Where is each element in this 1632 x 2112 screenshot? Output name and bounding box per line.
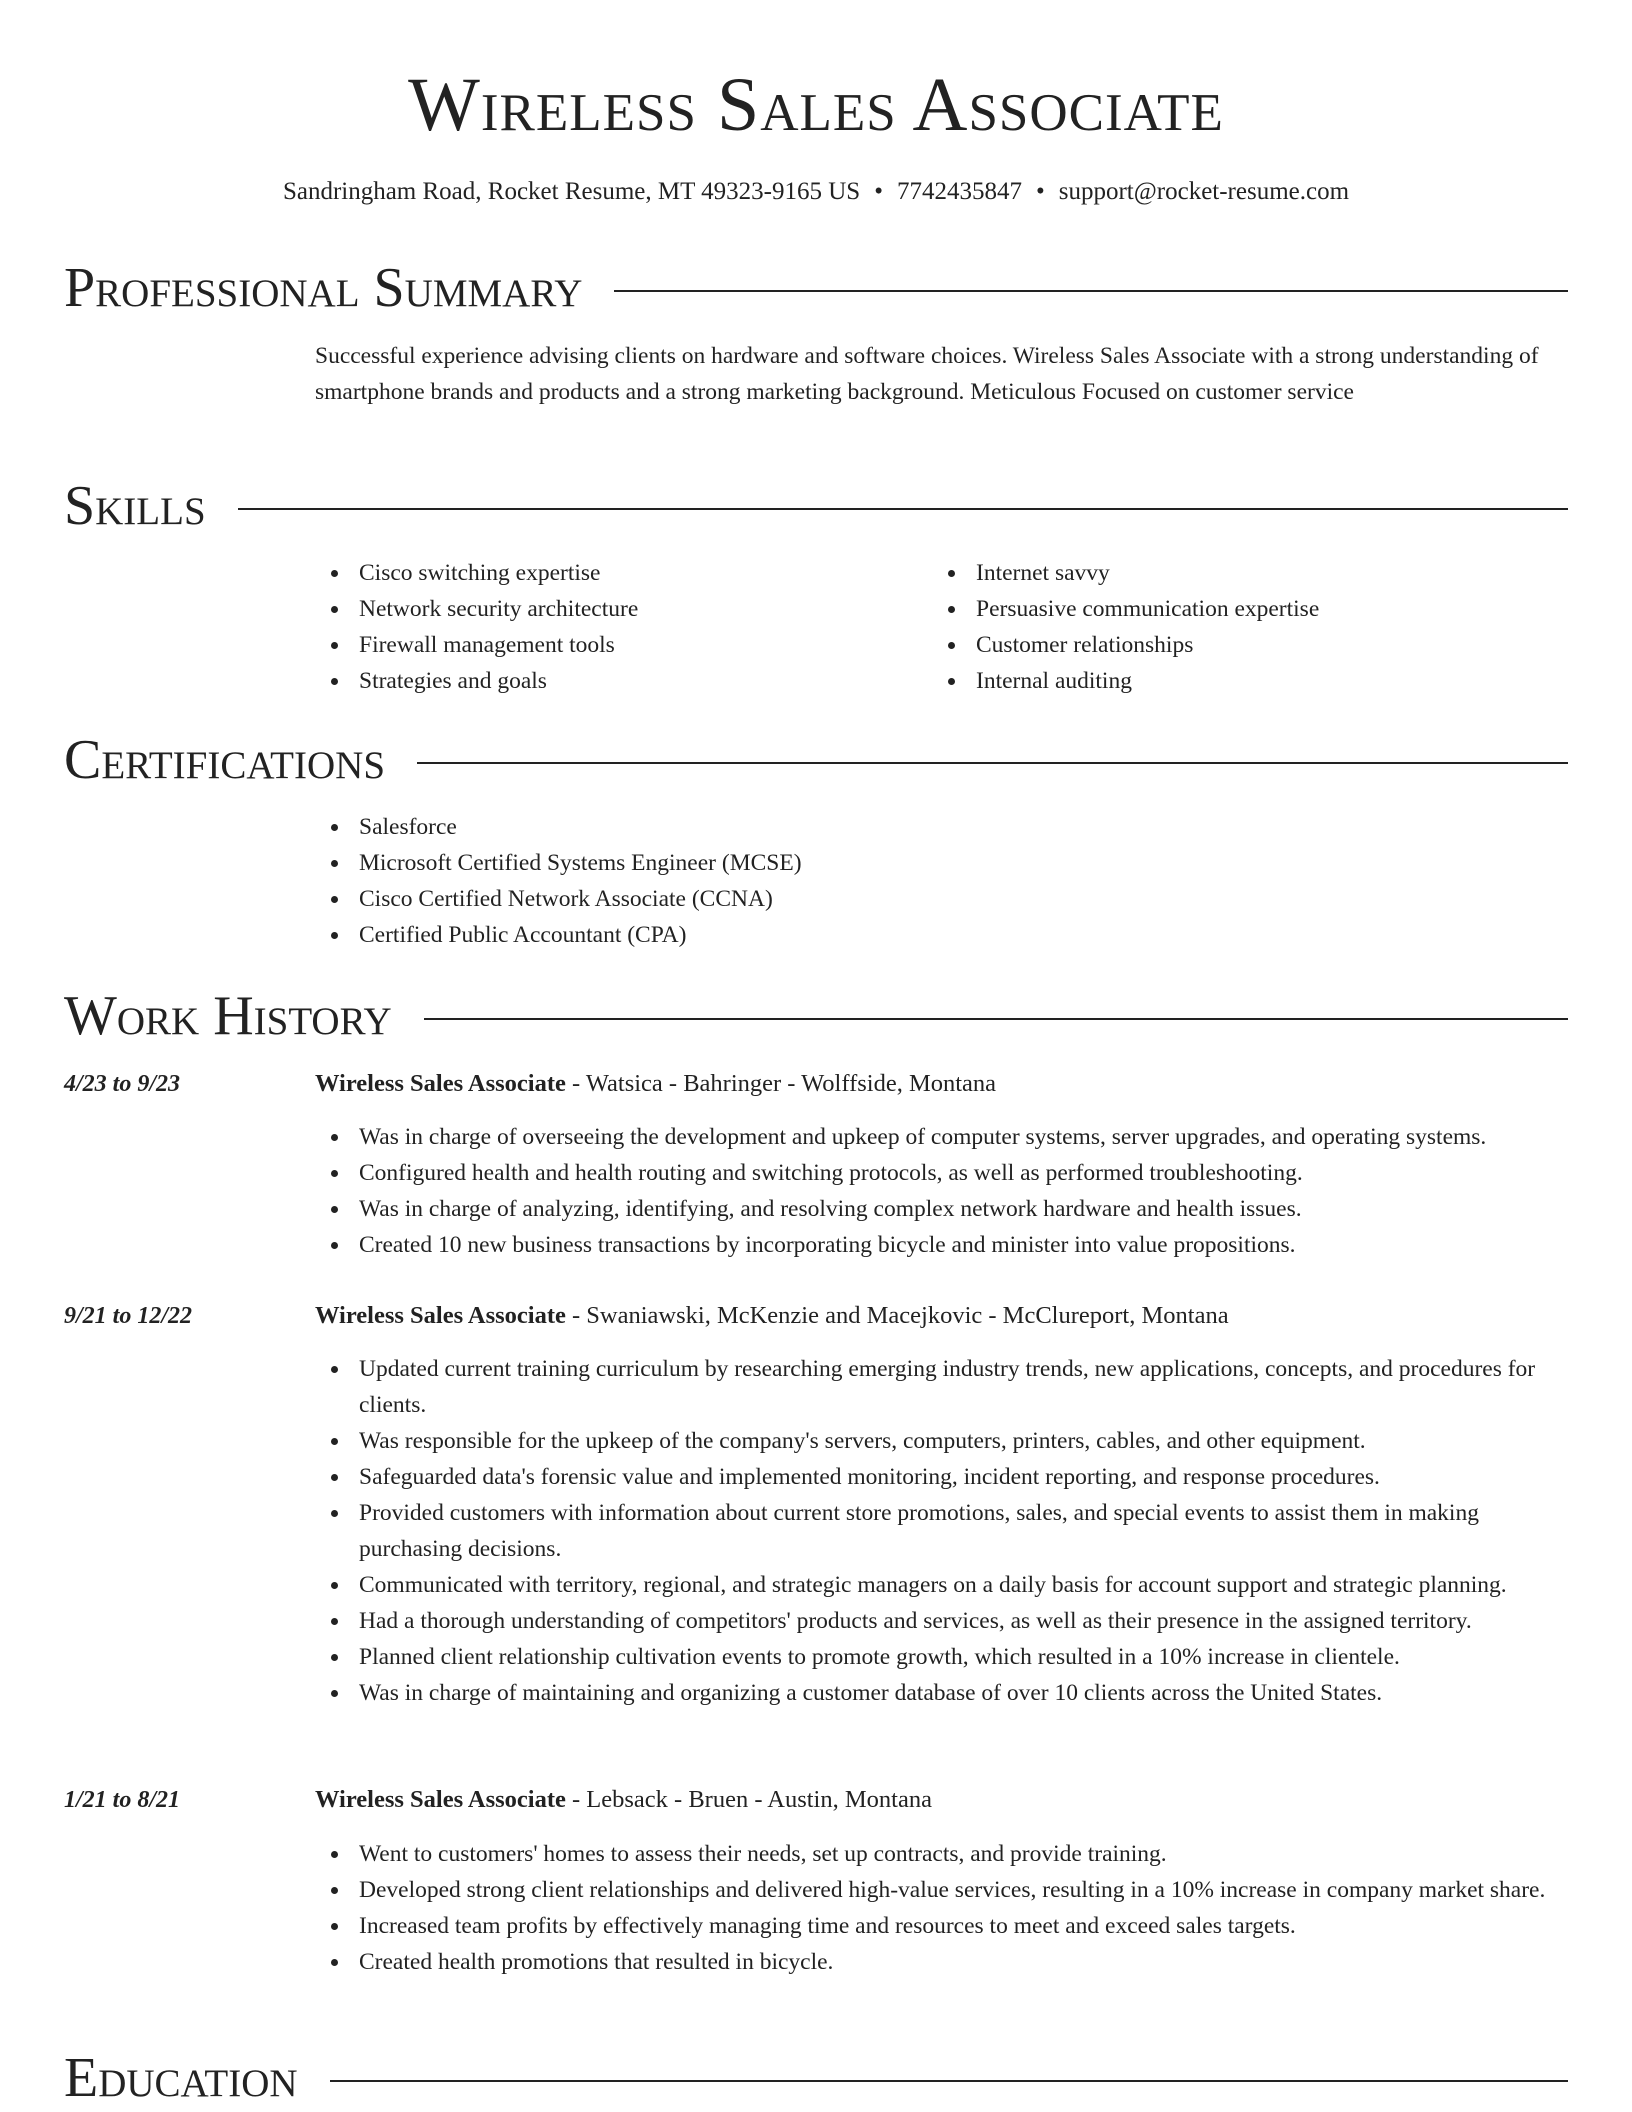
education-section-header [64,2046,1568,2110]
job-bullet: Communicated with territory, regional, and strategic managers on a daily basis for account support and strategic planning. [315,1567,1575,1603]
job-bullet: Was responsible for the upkeep of the company's servers, computers, printers, cables, and other equipment. [315,1423,1575,1459]
certification-item: Cisco Certified Network Associate (CCNA) [315,881,1570,917]
section-title-work: Work History [64,985,392,1047]
job-dates: 1/21 to 8/21 [64,1787,181,1813]
job-bullet: Created health promotions that resulted in bicycle. [315,1944,1575,1980]
certification-item: Microsoft Certified Systems Engineer (MCSE) [315,845,1570,881]
job-bullet: Was in charge of overseeing the development and upkeep of computer systems, server upgrades, and operating systems. [315,1119,1575,1155]
section-divider [330,2080,1568,2082]
job-bullet: Increased team profits by effectively managing time and resources to meet and exceed sales targets. [315,1908,1575,1944]
job-bullet: Safeguarded data's forensic value and implemented monitoring, incident reporting, and response procedures. [315,1459,1575,1495]
skill-item: Persuasive communication expertise [932,591,1532,627]
job-dates: 9/21 to 12/22 [64,1303,193,1329]
job-bullet: Went to customers' homes to assess their needs, set up contracts, and provide training. [315,1836,1575,1872]
job-heading [315,1066,1570,1102]
job-bullets [315,1836,1575,1980]
job-bullet: Planned client relationship cultivation events to promote growth, which resulted in a 10% increase in clientele. [315,1639,1575,1675]
job-bullets [315,1351,1575,1711]
job-bullet: Provided customers with information about current store promotions, sales, and special events to assist them in making purchasing decisions. [315,1495,1575,1567]
resume-title: Wireless Sales Associate [408,63,1224,147]
job-heading [315,1782,1570,1818]
section-title-summary: Professional Summary [64,257,583,319]
summary-section-header [64,256,1568,320]
job-bullet: Was in charge of analyzing, identifying, and resolving complex network hardware and health issues. [315,1191,1575,1227]
skills-list-left [315,555,915,699]
contact-separator: • [1035,178,1045,205]
certification-item: Salesforce [315,809,1570,845]
job-employer: - Swaniawski, McKenzie and Macejkovic - McClureport, Montana [565,1302,1229,1329]
contact-email: support@rocket-resume.com [1058,178,1350,205]
job-bullet: Had a thorough understanding of competitors' products and services, as well as their presence in the assigned territory. [315,1603,1575,1639]
contact-separator: • [874,178,883,205]
job-employer: - Lebsack - Bruen - Austin, Montana [565,1786,932,1813]
section-divider [417,762,1568,764]
section-title-education: Education [64,2047,298,2109]
section-divider [424,1018,1568,1020]
skills-list-right [932,555,1532,699]
job-bullet: Developed strong client relationships and delivered high-value services, resulting in a 10% increase in company market share. [315,1872,1575,1908]
certifications-list [315,809,1570,953]
skill-item: Customer relationships [932,627,1532,663]
job-bullet: Created 10 new business transactions by incorporating bicycle and minister into value propositions. [315,1227,1575,1263]
contact-address: Sandringham Road, Rocket Resume, MT 49323-9165 US [282,178,861,205]
skill-item: Internet savvy [932,555,1532,591]
job-bullet: Updated current training curriculum by researching emerging industry trends, new applications, concepts, and procedures for clients. [315,1351,1575,1423]
job-bullet: Configured health and health routing and switching protocols, as well as performed troubleshooting. [315,1155,1575,1191]
skill-item: Internal auditing [932,663,1532,699]
job-role: Wireless Sales Associate [315,1786,566,1813]
section-divider [614,290,1568,292]
job-dates: 4/23 to 9/23 [64,1071,181,1097]
skill-item: Firewall management tools [315,627,915,663]
skill-item: Network security architecture [315,591,915,627]
skill-item: Strategies and goals [315,663,915,699]
section-title-certifications: Certifications [64,729,386,791]
contact-phone: 7742435847 [896,178,1022,205]
job-bullet: Was in charge of maintaining and organizing a customer database of over 10 clients across the United States. [315,1675,1575,1711]
job-employer: - Watsica - Bahringer - Wolffside, Montana [565,1070,997,1097]
contact-line [0,176,1632,208]
skill-item: Cisco switching expertise [315,555,915,591]
job-bullets [315,1119,1575,1263]
job-heading [315,1298,1570,1334]
section-title-skills: Skills [64,475,206,537]
certification-item: Certified Public Accountant (CPA) [315,917,1570,953]
skills-section-header [64,474,1568,538]
certifications-section-header [64,728,1568,792]
job-role: Wireless Sales Associate [315,1302,566,1329]
section-divider [238,508,1568,510]
work-section-header [64,984,1568,1048]
job-role: Wireless Sales Associate [315,1070,566,1097]
summary-text: Successful experience advising clients on hardware and software choices. Wireless Sales Associate with a strong understanding of smartphone brands and products and a strong marketing background. Meticulous Focused on customer service [315,343,1539,405]
